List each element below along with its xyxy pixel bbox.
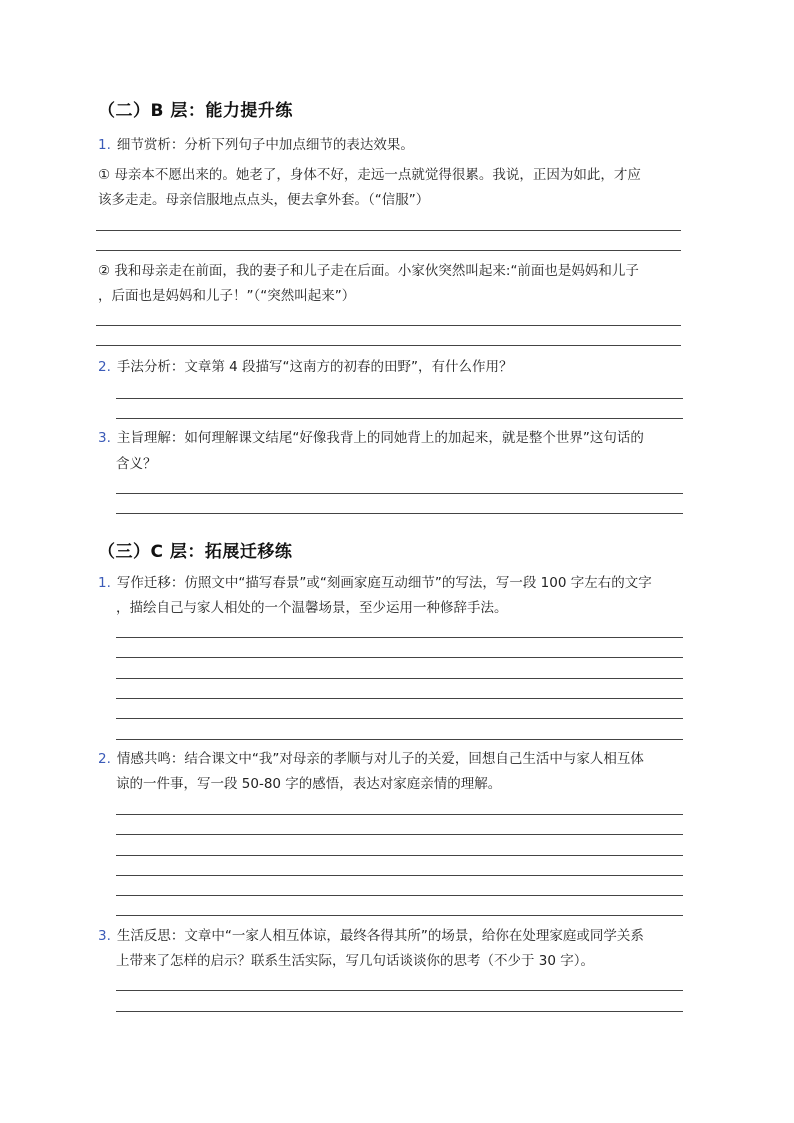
question-number: 1. [98,575,111,591]
answer-line[interactable] [116,493,683,494]
question-b1-item1-line2: 该多走走。母亲信服地点点头，便去拿外套。（“信服”） [98,192,430,208]
answer-line[interactable] [116,418,683,419]
answer-line[interactable] [96,345,681,346]
question-text: 主旨理解：如何理解课文结尾“好像我背上的同她背上的加起来，就是整个世界”这句话的 [116,430,644,446]
question-number: 1. [98,137,111,153]
answer-line[interactable] [116,834,683,835]
question-b1 [98,132,414,158]
question-c3-line2: 上带来了怎样的启示？联系生活实际，写几句话谈谈你的思考（不少于 30 字）。 [116,953,595,969]
answer-line[interactable] [96,250,681,251]
section-c-title: （三）C 层：拓展迁移练 [98,542,293,562]
answer-line[interactable] [116,513,683,514]
answer-line[interactable] [116,895,683,896]
answer-line[interactable] [116,875,683,876]
question-c3 [98,923,644,949]
question-number: 3. [98,430,111,446]
answer-line[interactable] [116,739,683,740]
question-c2-line2: 谅的一件事，写一段 50-80 字的感悟，表达对家庭亲情的理解。 [116,776,502,792]
question-b1-item2-line1: ② 我和母亲走在前面，我的妻子和儿子走在后面。小家伙突然叫起来:“前面也是妈妈和儿子 [98,263,639,279]
question-b1-item2-line2: ，后面也是妈妈和儿子！”（“突然叫起来”） [98,288,356,304]
answer-line[interactable] [116,637,683,638]
question-b3-line2: 含义？ [116,456,157,472]
question-number: 2. [98,751,111,767]
question-number: 3. [98,928,111,944]
answer-line[interactable] [116,678,683,679]
question-text: 手法分析：文章第 4 段描写“这南方的初春的田野”，有什么作用？ [116,359,513,375]
question-text: 生活反思：文章中“一家人相互体谅，最终各得其所”的场景，给你在处理家庭或同学关系 [116,928,644,944]
answer-line[interactable] [116,915,683,916]
question-text: 细节赏析：分析下列句子中加点细节的表达效果。 [116,137,414,153]
answer-line[interactable] [116,657,683,658]
answer-line[interactable] [116,398,683,399]
answer-line[interactable] [116,814,683,815]
question-c1-line2: ，描绘自己与家人相处的一个温馨场景，至少运用一种修辞手法。 [116,600,508,616]
answer-line[interactable] [116,990,683,991]
question-text: 写作迁移：仿照文中“描写春景”或“刻画家庭互动细节”的写法，写一段 100 字左右的文字 [116,575,652,591]
question-number: 2. [98,359,111,375]
answer-line[interactable] [116,855,683,856]
answer-line[interactable] [96,230,681,231]
question-text: 情感共鸣：结合课文中“我”对母亲的孝顺与对儿子的关爱，回想自己生活中与家人相互体 [116,751,644,767]
section-b-title: （二）B 层：能力提升练 [98,101,293,121]
question-b3 [98,425,644,451]
answer-line[interactable] [96,325,681,326]
question-c1 [98,570,652,596]
answer-line[interactable] [116,718,683,719]
answer-line[interactable] [116,1011,683,1012]
answer-line[interactable] [116,698,683,699]
question-c2 [98,746,644,772]
question-b1-item1-line1: ① 母亲本不愿出来的。她老了，身体不好，走远一点就觉得很累。我说，正因为如此，才应 [98,167,641,183]
question-b2 [98,354,513,380]
